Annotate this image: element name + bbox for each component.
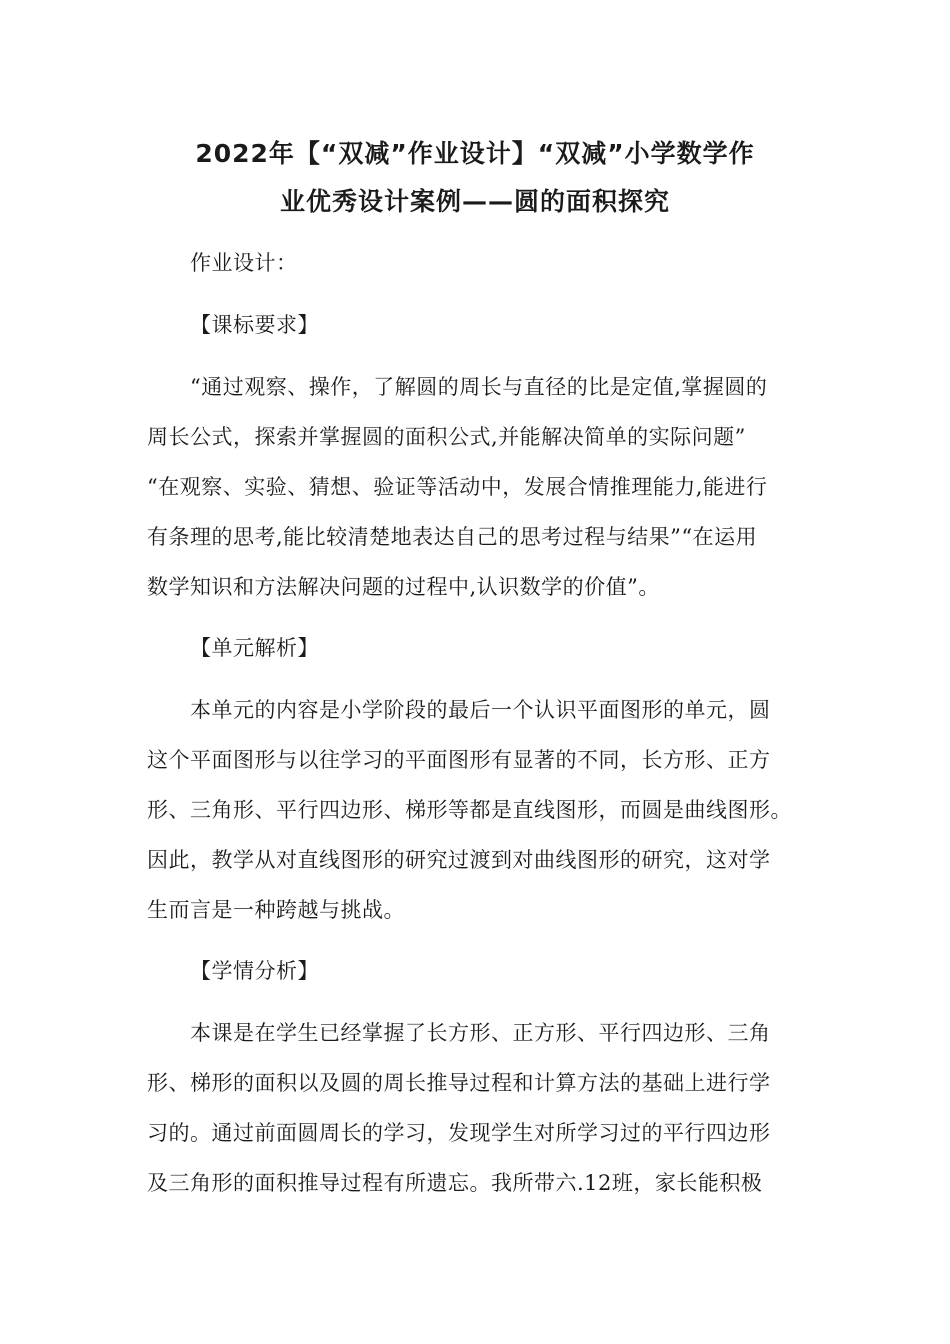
paragraph-line: 数学知识和方法解决问题的过程中,认识数学的价值”。 bbox=[147, 575, 660, 599]
section-heading-unit: 【单元解析】 bbox=[190, 636, 319, 660]
paragraph-line: “在观察、实验、猜想、验证等活动中，发展合情推理能力,能进行 bbox=[147, 475, 768, 499]
paragraph-line: 本单元的内容是小学阶段的最后一个认识平面图形的单元，圆 bbox=[190, 698, 771, 722]
paragraph-line: 形、梯形的面积以及圆的周长推导过程和计算方法的基础上进行学 bbox=[147, 1071, 771, 1095]
paragraph-line: 生而言是一种跨越与挑战。 bbox=[147, 898, 405, 922]
intro-label: 作业设计： bbox=[190, 251, 298, 275]
paragraph-line: 有条理的思考,能比较清楚地表达自己的思考过程与结果”“在运用 bbox=[147, 525, 758, 549]
document-title bbox=[120, 130, 830, 226]
paragraph-line: 周长公式，探索并掌握圆的面积公式,并能解决简单的实际问题” bbox=[147, 425, 746, 449]
section-heading-curriculum: 【课标要求】 bbox=[190, 313, 319, 337]
paragraph-line: 这个平面图形与以往学习的平面图形有显著的不同，长方形、正方 bbox=[147, 748, 771, 772]
paragraph-line: 因此，教学从对直线图形的研究过渡到对曲线图形的研究，这对学 bbox=[147, 848, 771, 872]
paragraph-line: 及三角形的面积推导过程有所遗忘。我所带六.12班，家长能积极 bbox=[147, 1171, 763, 1195]
title-line-2: 业优秀设计案例——圆的面积探究 bbox=[279, 187, 670, 216]
paragraph-line: 本课是在学生已经掌握了长方形、正方形、平行四边形、三角 bbox=[190, 1021, 771, 1045]
section-heading-learning: 【学情分析】 bbox=[190, 959, 319, 983]
paragraph-line: 形、三角形、平行四边形、梯形等都是直线图形，而圆是曲线图形。 bbox=[147, 798, 792, 822]
title-line-1: 2022年【“双减”作业设计】“双减”小学数学作 bbox=[195, 139, 755, 168]
paragraph-line: 习的。通过前面圆周长的学习，发现学生对所学习过的平行四边形 bbox=[147, 1121, 771, 1145]
paragraph-line: “通过观察、操作，了解圆的周长与直径的比是定值,掌握圆的 bbox=[190, 375, 768, 399]
